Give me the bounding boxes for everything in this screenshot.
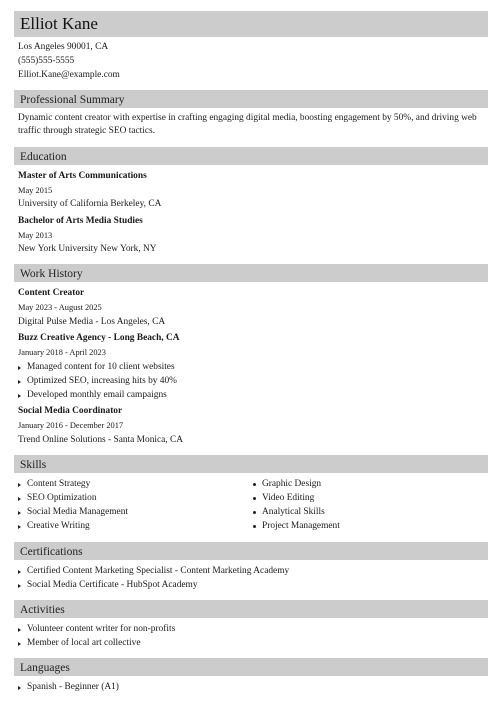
- list-item: Analytical Skills: [253, 506, 325, 519]
- summary-text: Dynamic content creator with expertise in crafting engaging digital media, boosting engagement by 50%, and driving web traffic through strategic SEO tactics.: [18, 113, 477, 136]
- list-item: Managed content for 10 client websites: [18, 361, 175, 374]
- section-title: Certifications: [20, 546, 83, 558]
- section-header-summary: [14, 90, 488, 108]
- bullet-icon: [18, 394, 21, 398]
- list-item: Spanish - Beginner (A1): [18, 681, 119, 694]
- list-item: Optimized SEO, increasing hits by 40%: [18, 375, 177, 388]
- education-school: New York University New York, NY: [18, 244, 157, 254]
- bullet-icon: [253, 497, 256, 500]
- job-title: Social Media Coordinator: [18, 406, 123, 416]
- section-title: Professional Summary: [20, 94, 125, 106]
- contact-address: Los Angeles 90001, CA: [18, 42, 109, 52]
- list-item: Developed monthly email campaigns: [18, 389, 167, 402]
- education-degree: Master of Arts Communications: [18, 171, 147, 181]
- bullet-icon: [253, 511, 256, 514]
- section-title: Activities: [20, 604, 65, 616]
- bullet-icon: [18, 511, 21, 515]
- bullet-icon: [253, 525, 256, 528]
- section-title: Skills: [20, 459, 47, 471]
- job-dates: January 2016 - December 2017: [18, 421, 124, 430]
- bullet-icon: [18, 570, 21, 574]
- section-header-education: [14, 147, 488, 165]
- candidate-name: Elliot Kane: [20, 14, 98, 33]
- bullet-icon: [18, 525, 21, 529]
- list-item: SEO Optimization: [18, 492, 97, 505]
- list-item: Member of local art collective: [18, 637, 141, 650]
- education-date: May 2013: [18, 231, 53, 240]
- bullet-icon: [18, 497, 21, 501]
- contact-email: Elliot.Kane@example.com: [18, 70, 120, 80]
- bullet-icon: [18, 483, 21, 487]
- section-title: Languages: [20, 662, 70, 674]
- list-item: Graphic Design: [253, 478, 321, 491]
- bullet-icon: [18, 584, 21, 588]
- list-item: Social Media Certificate - HubSpot Academy: [18, 579, 198, 592]
- education-degree: Bachelor of Arts Media Studies: [18, 216, 143, 226]
- section-header-activities: [14, 600, 488, 618]
- section-header-certifications: [14, 542, 488, 560]
- list-item: Certified Content Marketing Specialist - Content Marketing Academy: [18, 565, 289, 578]
- list-item: Social Media Management: [18, 506, 128, 519]
- job-title: Content Creator: [18, 288, 85, 298]
- job-dates: May 2023 - August 2025: [18, 303, 102, 312]
- section-header-languages: [14, 658, 488, 676]
- section-header-skills: [14, 455, 488, 473]
- job-title: Buzz Creative Agency - Long Beach, CA: [18, 333, 180, 343]
- bullet-icon: [253, 483, 256, 486]
- name-header: [14, 11, 488, 37]
- contact-phone: (555)555-5555: [18, 56, 75, 66]
- list-item: Video Editing: [253, 492, 314, 505]
- job-company: Trend Online Solutions - Santa Monica, CA: [18, 435, 184, 445]
- bullet-icon: [18, 642, 21, 646]
- bullet-icon: [18, 366, 21, 370]
- education-school: University of California Berkeley, CA: [18, 199, 162, 209]
- job-company: Digital Pulse Media - Los Angeles, CA: [18, 317, 166, 327]
- bullet-icon: [18, 380, 21, 384]
- list-item: Volunteer content writer for non-profits: [18, 623, 175, 636]
- list-item: Creative Writing: [18, 520, 90, 533]
- section-title: Work History: [20, 268, 83, 280]
- list-item: Project Management: [253, 520, 340, 533]
- list-item: Content Strategy: [18, 478, 90, 491]
- education-date: May 2015: [18, 186, 53, 195]
- bullet-icon: [18, 628, 21, 632]
- job-dates: January 2018 - April 2023: [18, 348, 106, 357]
- section-title: Education: [20, 151, 67, 163]
- bullet-icon: [18, 686, 21, 690]
- section-header-work: [14, 264, 488, 282]
